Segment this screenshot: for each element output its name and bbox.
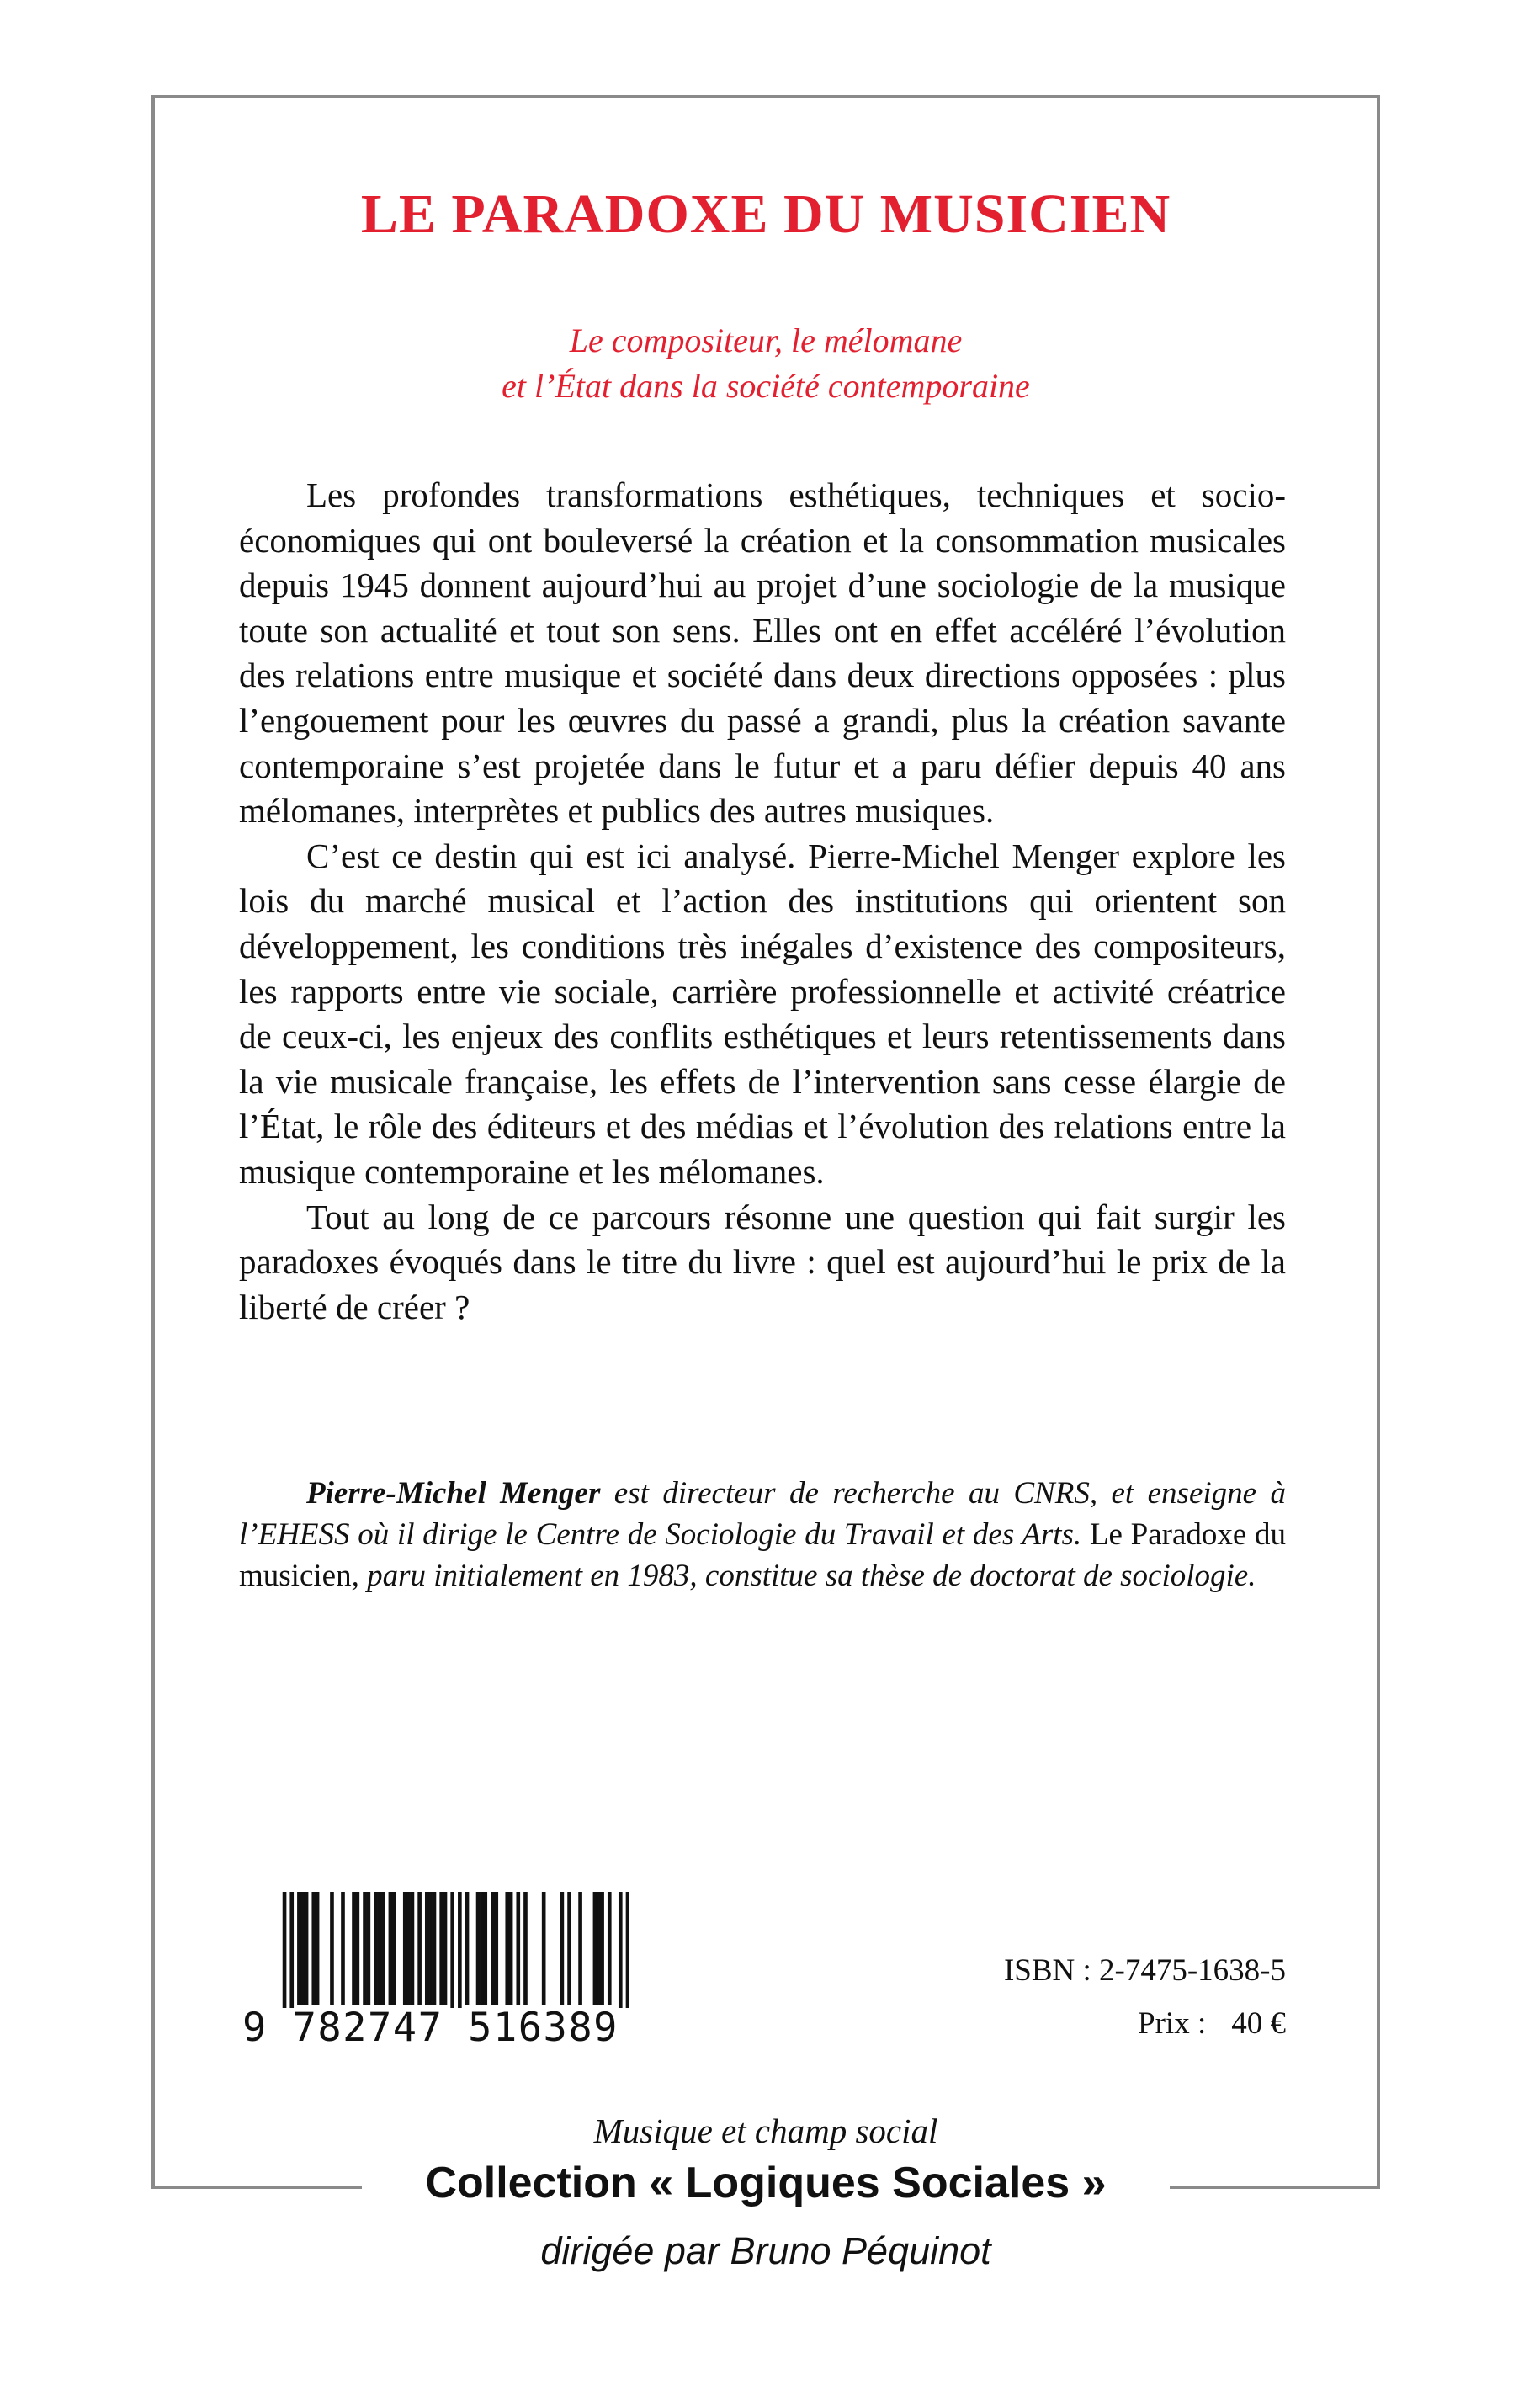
barcode-bar — [425, 1892, 429, 2005]
barcode-bar — [406, 1892, 411, 2005]
barcode-bar — [578, 1892, 582, 2005]
author-bio-part-2: , paru initialement en 1983, constitue sa thèse de doctorat de sociologie. — [351, 1559, 1256, 1593]
barcode-bar — [363, 1892, 367, 2005]
barcode-bar — [516, 1892, 520, 2005]
barcode-bar — [411, 1892, 415, 2005]
barcode-bar — [341, 1892, 345, 2005]
barcode-bar — [289, 1892, 294, 2018]
barcode-bar — [608, 1892, 612, 2005]
barcode-bar — [305, 1892, 309, 2005]
author-bio-part-1: est directeur de recherche au CNRS, et enseigne à l’EHESS où il dirige le Centre de Sociologie du Travail et des Arts. — [239, 1476, 1286, 1552]
barcode-bar — [465, 1892, 470, 2005]
series-director: dirigée par Bruno Péquinot — [540, 2229, 991, 2272]
barcode-bar — [403, 1892, 407, 2005]
barcode-bar — [476, 1892, 481, 2005]
barcode-bar — [439, 1892, 443, 2005]
author-bio-book-title: Le Paradoxe du musicien — [239, 1517, 1286, 1593]
barcode-bar — [283, 1892, 287, 2018]
barcode-bar — [458, 1892, 462, 2018]
barcode-bar — [523, 1892, 528, 2005]
barcode-bar — [316, 1892, 320, 2005]
barcode-bar — [593, 1892, 597, 2005]
barcode-bar — [311, 1892, 316, 2005]
price — [1138, 2008, 1286, 2039]
blurb-paragraph-1: Les profondes transformations esthétiques, techniques et socio-économiques qui ont bouleversé la création et la consommation musicales depuis 1945 donnent aujourd’hui au projet d’une sociologie de la musique toute son actualité et tout son sens. Elles ont en effet accéléré l’évolution des relations entre musique et société dans deux directions opposées : plus l’engouement pour les œuvres du passé a grandi, plus la création savante contemporaine s’est projetée dans le futur et a paru défier depuis 40 ans mélomanes, interprètes et publics des autres musiques. — [239, 475, 1286, 831]
collection-name: Collection « Logiques Sociales » — [425, 2159, 1107, 2207]
barcode-bar — [619, 1892, 623, 2018]
barcode-bar — [626, 1892, 629, 2018]
barcode-bar — [567, 1892, 571, 2005]
barcode-bar — [367, 1892, 371, 2005]
barcode-bar — [542, 1892, 546, 2005]
frame-bottom-right-line — [1170, 2186, 1380, 2189]
frame-bottom-left-line — [151, 2186, 362, 2189]
barcode-bar — [300, 1892, 305, 2005]
isbn: ISBN : 2-7475-1638-5 — [1003, 1953, 1286, 1988]
barcode-bars — [242, 1892, 629, 2018]
book-subtitle — [155, 318, 1377, 409]
price-value: 40 € — [1231, 2006, 1286, 2041]
series-name: Musique et champ social — [593, 2111, 938, 2150]
barcode-bar — [297, 1892, 301, 2005]
blurb-paragraph-2: C’est ce destin qui est ici analysé. Pierre-Michel Menger explore les lois du marché musical et l’action des institutions qui orientent son développement, les conditions très inégales d’existence des compositeurs, les rapports entre vie sociale, carrière professionnelle et activité créatrice de ceux-ci, les enjeux des conflits esthétiques et leurs retentissements dans la vie musicale française, les effets de l’intervention sans cesse élargie de l’État, le rôle des éditeurs et des médias et l’évolution des relations entre la musique contemporaine et les mélomanes. — [239, 836, 1286, 1191]
barcode-bar — [433, 1892, 437, 2005]
barcode-bar — [392, 1892, 396, 2005]
subtitle-line-2: et l’État dans la société contemporaine — [502, 367, 1030, 405]
book-title: LE PARADOXE DU MUSICIEN — [360, 183, 1171, 245]
barcode-bar — [378, 1892, 382, 2005]
barcode-bar — [597, 1892, 601, 2005]
author-name: Pierre-Michel Menger — [306, 1476, 601, 1511]
price-label: Prix : — [1138, 2006, 1207, 2041]
barcode-bar — [443, 1892, 448, 2005]
barcode-bar — [450, 1892, 454, 2018]
frame-right-line — [1377, 95, 1380, 2189]
barcode-bar — [374, 1892, 378, 2005]
barcode-bar — [428, 1892, 433, 2005]
barcode-bar — [417, 1892, 422, 2005]
subtitle-line-1: Le compositeur, le mélomane — [569, 321, 963, 359]
barcode-bar — [509, 1892, 513, 2005]
barcode-bar — [389, 1892, 393, 2005]
barcode-bar — [491, 1892, 495, 2005]
barcode-bar — [356, 1892, 360, 2005]
barcode-bar — [600, 1892, 604, 2005]
barcode-bar — [494, 1892, 498, 2005]
author-bio — [239, 1473, 1286, 1596]
blurb-paragraph-3: Tout au long de ce parcours résonne une question qui fait surgir les paradoxes évoqués dans le titre du livre : quel est aujourd’hui le prix de la liberté de créer ? — [239, 1197, 1286, 1326]
barcode-bar — [483, 1892, 487, 2005]
barcode-bar — [560, 1892, 565, 2005]
barcode-bar — [381, 1892, 385, 2005]
barcode-bar — [480, 1892, 484, 2005]
frame-left-line — [151, 95, 155, 2189]
barcode-bar — [330, 1892, 334, 2005]
barcode-bar — [505, 1892, 509, 2005]
blurb-text — [239, 473, 1286, 1330]
barcode-digits: 9 782747 516389 — [242, 2008, 629, 2048]
frame-top-line — [151, 95, 1380, 98]
barcode-bar — [352, 1892, 356, 2005]
